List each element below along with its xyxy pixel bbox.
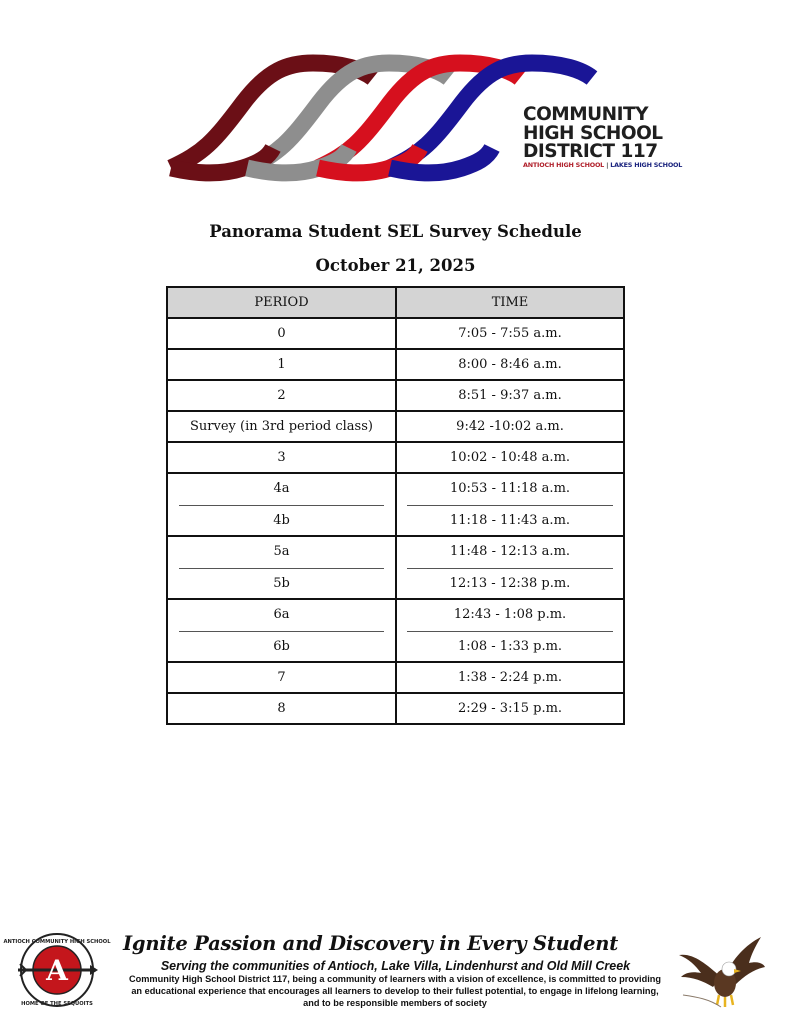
header-period: PERIOD bbox=[168, 288, 397, 317]
time-part-a: 12:43 - 1:08 p.m. bbox=[453, 607, 567, 622]
table-header-row bbox=[168, 288, 623, 317]
period-cell: Survey (in 3rd period class) bbox=[168, 412, 397, 441]
period-part-a: 6a bbox=[273, 607, 290, 622]
time-part-a: 10:53 - 11:18 a.m. bbox=[449, 481, 571, 496]
time-part-a: 11:48 - 12:13 a.m. bbox=[449, 544, 571, 559]
eagle-mascot-icon bbox=[675, 933, 767, 1011]
period-part-a: 5a bbox=[273, 544, 290, 559]
time-cell-split bbox=[397, 537, 623, 598]
split-divider bbox=[179, 631, 384, 632]
footer-slogan: Ignite Passion and Discovery in Every Student bbox=[123, 932, 619, 955]
period-cell-split bbox=[168, 474, 397, 535]
brand-schools bbox=[523, 161, 682, 169]
period-part-b: 6b bbox=[273, 639, 290, 654]
time-cell: 8:00 - 8:46 a.m. bbox=[458, 357, 562, 372]
period-cell: 3 bbox=[168, 443, 397, 472]
period-cell-split bbox=[168, 537, 397, 598]
time-cell: 7:05 - 7:55 a.m. bbox=[458, 326, 562, 341]
period-part-b: 4b bbox=[273, 513, 290, 528]
period-part-b: 5b bbox=[273, 576, 290, 591]
split-divider bbox=[179, 568, 384, 569]
period-cell-split bbox=[168, 600, 397, 661]
brand-school-antioch: ANTIOCH HIGH SCHOOL bbox=[523, 161, 605, 169]
time-cell: 8:51 - 9:37 a.m. bbox=[458, 388, 562, 403]
table-row bbox=[168, 410, 623, 441]
period-cell: 2 bbox=[168, 381, 397, 410]
schedule-table bbox=[166, 286, 625, 725]
page-title: Panorama Student SEL Survey Schedule bbox=[209, 222, 582, 241]
period-part-a: 4a bbox=[273, 481, 290, 496]
split-divider bbox=[179, 505, 384, 506]
time-cell: 9:42 -10:02 a.m. bbox=[456, 419, 564, 434]
table-row bbox=[168, 661, 623, 692]
split-divider bbox=[407, 568, 613, 569]
time-cell: 10:02 - 10:48 a.m. bbox=[449, 450, 571, 465]
period-cell: 0 bbox=[168, 319, 397, 348]
table-row bbox=[168, 379, 623, 410]
footer-mission-statement: Community High School District 117, being a community of learners with a vision of excellence, is committed to providing an educational experience that encourages all learners to develop to their fullest potential, to engage in lifelong learning, and to be responsible members of society bbox=[129, 974, 661, 1008]
time-cell-split bbox=[397, 600, 623, 661]
time-part-b: 12:13 - 12:38 p.m. bbox=[449, 576, 571, 591]
table-row bbox=[168, 692, 623, 723]
seal-text-top: ANTIOCH COMMUNITY HIGH SCHOOL bbox=[3, 939, 111, 945]
table-row bbox=[168, 317, 623, 348]
page-subtitle-date: October 21, 2025 bbox=[315, 256, 476, 275]
period-cell: 7 bbox=[168, 663, 397, 692]
table-row-split bbox=[168, 598, 623, 661]
brand-line-community: COMMUNITY bbox=[523, 104, 649, 125]
time-part-b: 11:18 - 11:43 a.m. bbox=[449, 513, 571, 528]
table-row bbox=[168, 348, 623, 379]
time-cell: 1:38 - 2:24 p.m. bbox=[457, 670, 563, 685]
time-cell: 2:29 - 3:15 p.m. bbox=[457, 701, 563, 716]
brand-school-lakes: LAKES HIGH SCHOOL bbox=[610, 161, 683, 169]
split-divider bbox=[407, 505, 613, 506]
time-cell-split bbox=[397, 474, 623, 535]
period-cell: 1 bbox=[168, 350, 397, 379]
table-row-split bbox=[168, 472, 623, 535]
time-part-b: 1:08 - 1:33 p.m. bbox=[457, 639, 563, 654]
header-time: TIME bbox=[491, 295, 529, 310]
brand-separator: | bbox=[606, 161, 609, 169]
split-divider bbox=[407, 631, 613, 632]
seal-text-bottom: HOME OF THE SEQUOITS bbox=[21, 1001, 93, 1007]
brand-line-high-school: HIGH SCHOOL bbox=[523, 123, 663, 144]
footer-serving-communities: Serving the communities of Antioch, Lake Villa, Lindenhurst and Old Mill Creek bbox=[160, 959, 631, 973]
period-cell: 8 bbox=[168, 694, 397, 723]
table-row bbox=[168, 441, 623, 472]
brand-line-district: DISTRICT 117 bbox=[523, 141, 658, 162]
seal-letter: A bbox=[46, 954, 68, 987]
table-row-split bbox=[168, 535, 623, 598]
